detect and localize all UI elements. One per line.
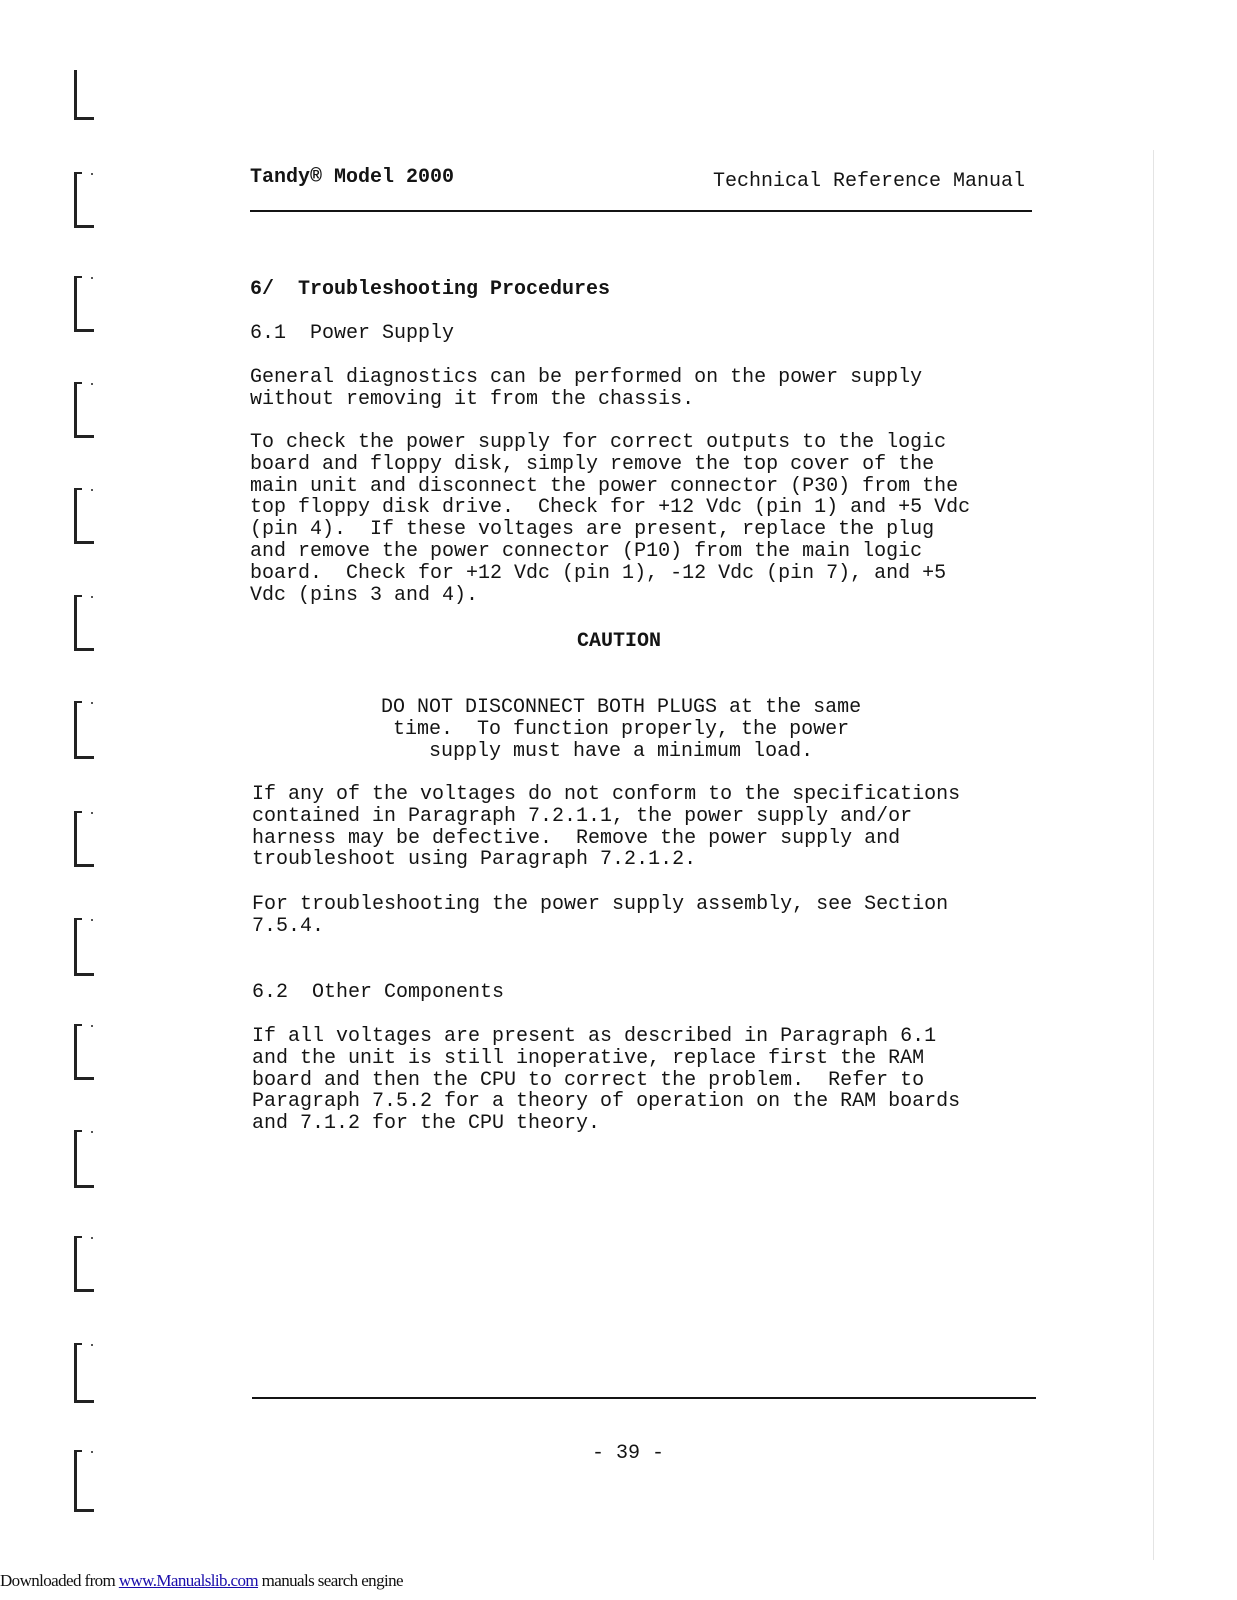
header-rule xyxy=(250,210,1032,212)
subsection-heading-6-2: 6.2 Other Components xyxy=(252,981,505,1004)
binder-mark xyxy=(74,276,96,332)
binder-mark xyxy=(74,1450,96,1512)
caution-heading: CAUTION xyxy=(577,630,662,653)
binder-mark xyxy=(74,172,96,228)
paragraph: If any of the voltages do not conform to the specifications contained in Paragraph 7.2.1.1, the power supply and/or harness may be defective. Remove the power supply and troubleshoot using Paragraph 7.2.1.2. xyxy=(252,783,961,872)
paragraph: For troubleshooting the power supply assembly, see Section 7.5.4. xyxy=(252,893,949,938)
binder-mark xyxy=(74,488,96,544)
page-edge-line xyxy=(1153,150,1154,1560)
binder-mark xyxy=(74,811,96,867)
binder-mark xyxy=(74,70,96,120)
binder-mark xyxy=(74,382,96,438)
header-model: Tandy® Model 2000 xyxy=(250,166,455,189)
download-footer xyxy=(0,1571,403,1591)
subsection-heading-6-1: 6.1 Power Supply xyxy=(250,322,455,345)
binder-mark xyxy=(74,701,96,759)
paragraph: General diagnostics can be performed on the power supply without removing it from the chassis. xyxy=(250,366,923,411)
footer-prefix: Downloaded from xyxy=(0,1571,119,1590)
footer-rule xyxy=(252,1397,1036,1399)
binder-mark xyxy=(74,1343,96,1403)
binder-mark xyxy=(74,1130,96,1188)
binder-mark xyxy=(74,1236,96,1292)
manualslib-link[interactable]: www.Manualslib.com xyxy=(118,1571,259,1590)
caution-text: DO NOT DISCONNECT BOTH PLUGS at the same time. To function properly, the power supply must have a minimum load. xyxy=(381,696,862,763)
binder-mark xyxy=(74,1024,96,1080)
footer-suffix: manuals search engine xyxy=(258,1571,403,1590)
paragraph: If all voltages are present as described in Paragraph 6.1 and the unit is still inoperative, replace first the RAM board and then the CPU to correct the problem. Refer to Paragraph 7.5.2 for a theory of operation on the RAM boards and 7.1.2 for the CPU theory. xyxy=(252,1025,961,1136)
binder-mark xyxy=(74,918,96,976)
binder-mark xyxy=(74,595,96,651)
section-title: 6/ Troubleshooting Procedures xyxy=(250,278,611,301)
page-number: - 39 - xyxy=(592,1442,665,1465)
paragraph: To check the power supply for correct outputs to the logic board and floppy disk, simply remove the top cover of the main unit and disconnect the power connector (P30) from the top floppy disk drive. Check for +12 Vdc (pin 1) and +5 Vdc (pin 4). If these voltages are present, replace the plug and remove the power connector (P10) from the main logic board. Check for +12 Vdc (pin 1), -12 Vdc (pin 7), and +5 Vdc (pins 3 and 4). xyxy=(250,431,971,607)
header-manual-title: Technical Reference Manual xyxy=(713,170,1026,193)
